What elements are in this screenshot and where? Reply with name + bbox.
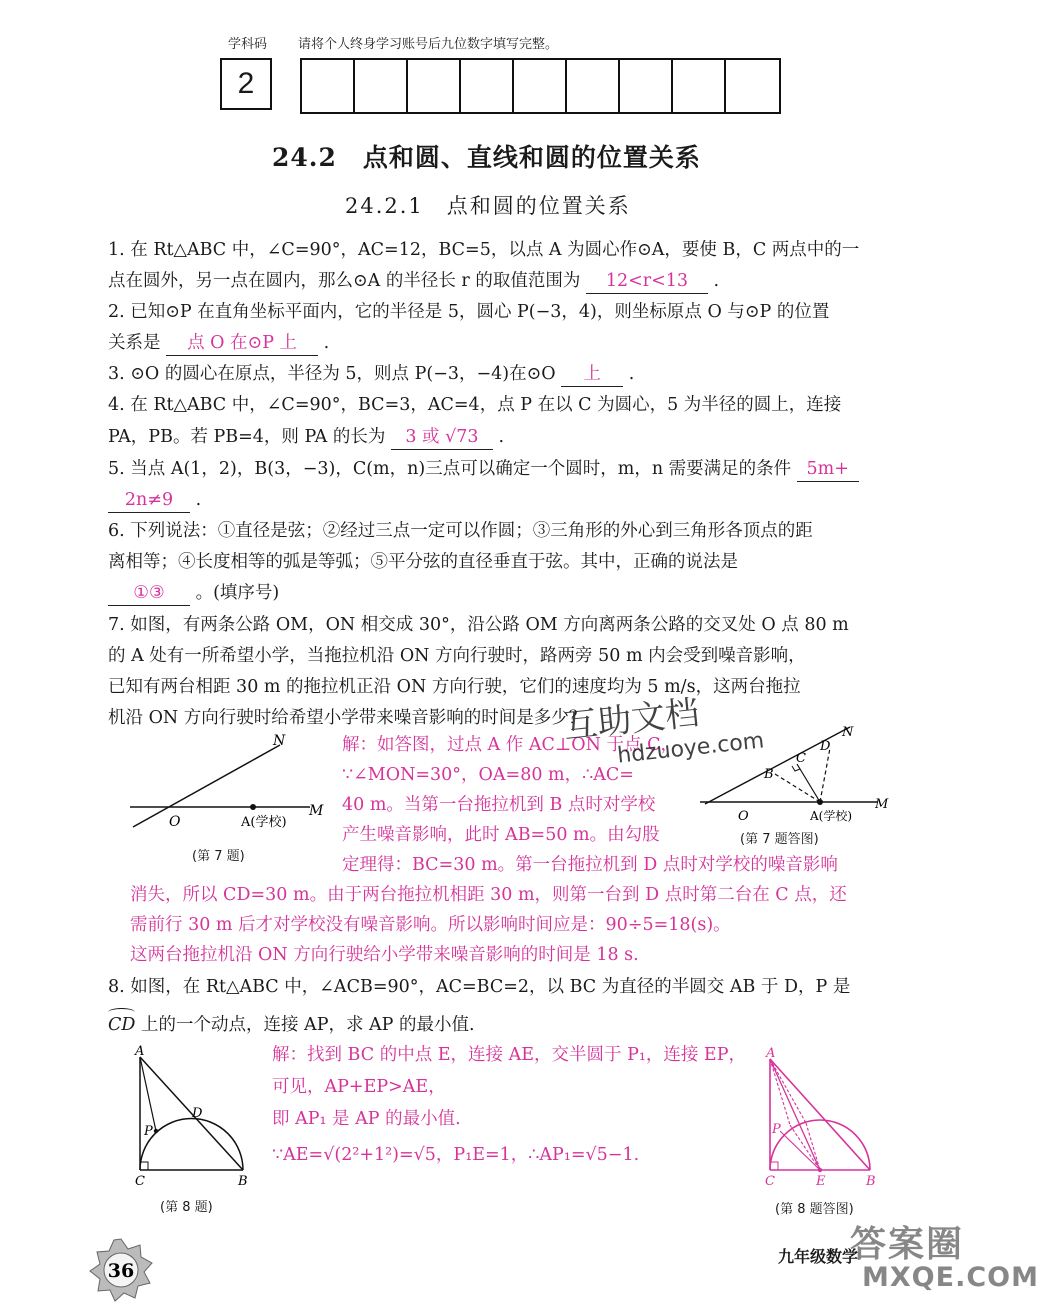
account-digit-boxes[interactable] — [300, 58, 781, 114]
q3-text: 3. ⊙O 的圆心在原点，半径为 5，则点 P(−3，−4)在⊙O — [108, 364, 556, 384]
q7-sol4: 产生噪音影响，此时 AB=50 m。由勾股 — [342, 825, 660, 845]
q8a-label-p: P — [772, 1122, 781, 1137]
q6-line2: 离相等；④长度相等的弧是等弧；⑤平分弦的直径垂直于弦。其中，正确的说法是 — [108, 552, 738, 572]
q8-arc-cd — [108, 1010, 135, 1040]
q7-line1: 7. 如图，有两条公路 OM，ON 相交成 30°，沿公路 OM 方向离两条公路的交叉处 O 点 80 m — [108, 615, 849, 635]
q7-ans-caption: (第 7 题答图) — [740, 832, 819, 847]
q8-label-a: A — [135, 1044, 145, 1059]
q7-sol7: 需前行 30 m 后才对学校没有噪音影响。所以影响时间应是：90÷5=18(s)。 — [130, 915, 731, 935]
q1-text: 点在圆外，另一点在圆内，那么⊙A 的半径长 r 的取值范围为 — [108, 271, 581, 291]
q8-arc-label: CD — [108, 1015, 136, 1035]
arc-mark — [108, 1008, 135, 1017]
account-instruction: 请将个人终身学习账号后九位数字填写完整。 — [298, 36, 559, 51]
digit-cell[interactable] — [408, 60, 461, 112]
q5-answer-part2: 2n≠9 — [108, 488, 190, 513]
q7-fig-caption: (第 7 题) — [192, 849, 245, 864]
digit-cell[interactable] — [620, 60, 673, 112]
q3-line — [108, 359, 634, 389]
q4-end: . — [498, 427, 505, 447]
q8-sol1: 解：找到 BC 的中点 E，连接 AE，交半圆于 P₁，连接 EP， — [272, 1045, 746, 1065]
digit-cell[interactable] — [567, 60, 620, 112]
q4-answer: 3 或 √73 — [391, 425, 493, 450]
q7a-label-o: O — [738, 809, 749, 824]
q8-line1: 8. 如图，在 Rt△ABC 中，∠ACB=90°，AC=BC=2，以 BC 为直径的半圆交 AB 于 D，P 是 — [108, 977, 851, 997]
q7-line3: 已知有两台相距 30 m 的拖拉机正沿 ON 方向行驶，它们的速度均为 5 m/s，这两台拖拉 — [108, 677, 801, 697]
q7-label-n: N — [273, 733, 286, 749]
q4-text: PA，PB。若 PB=4，则 PA 的长为 — [108, 427, 386, 447]
q8-fig-caption: (第 8 题) — [160, 1200, 213, 1215]
q8a-label-c: C — [765, 1174, 775, 1189]
page-number: 36 — [107, 1260, 135, 1282]
subject-code-box: 2 — [220, 58, 272, 110]
page-number-badge-icon — [88, 1237, 154, 1303]
digit-cell[interactable] — [461, 60, 514, 112]
q8-answer-figure — [758, 1045, 888, 1190]
q6-end: 。(填序号) — [195, 583, 280, 603]
q7-label-a: A(学校) — [241, 815, 287, 830]
section-title: 24.2 点和圆、直线和圆的位置关系 — [272, 143, 701, 172]
q8-label-p: P — [144, 1124, 153, 1139]
q7-sol5: 定理得：BC=30 m。第一台拖拉机到 D 点时对学校的噪音影响 — [342, 855, 838, 875]
q8a-label-b: B — [866, 1174, 876, 1189]
q8a-label-a: A — [766, 1046, 776, 1061]
q2-text: 关系是 — [108, 333, 161, 353]
q7-line4: 机沿 ON 方向行驶时给希望小学带来噪音影响的时间是多少？ — [108, 708, 587, 728]
q5-answer-part1: 5m+ — [797, 457, 859, 482]
q7-sol1: 解：如答图，过点 A 作 AC⊥ON 于点 C， — [342, 735, 678, 755]
q6-line1: 6. 下列说法：①直径是弦；②经过三点一定可以作圆；③三角形的外心到三角形各顶点的距 — [108, 521, 813, 541]
digit-cell[interactable] — [355, 60, 408, 112]
q8-label-c: C — [135, 1174, 145, 1189]
q7-sol8: 这两台拖拉机沿 ON 方向行驶给小学带来噪音影响的时间是 18 s. — [130, 945, 639, 965]
q2-end: . — [323, 333, 330, 353]
q8-sol4: ∵AE=√(2²+1²)=√5，P₁E=1，∴AP₁=√5−1. — [272, 1145, 640, 1165]
watermark-title: 互助文档 — [561, 692, 702, 747]
q7a-label-n: N — [842, 725, 854, 740]
q8-line2 — [108, 1010, 475, 1040]
q8-label-b: B — [238, 1174, 248, 1189]
q1-line2 — [108, 266, 719, 296]
q7-figure — [125, 735, 335, 855]
q7-sol6: 消失，所以 CD=30 m。由于两台拖拉机相距 30 m，则第一台到 D 点时第二台在 C 点，还 — [130, 885, 847, 905]
q8-label-d: D — [192, 1106, 203, 1121]
subject-code-label: 学科码 — [228, 36, 268, 51]
q3-answer: 上 — [561, 362, 623, 387]
q7a-label-a: A(学校) — [810, 809, 853, 823]
watermark-url: hdzuoye.com — [616, 728, 766, 769]
q5-text: 5. 当点 A(1，2)，B(3，−3)，C(m，n)三点可以确定一个圆时，m，n 需要满足的条件 — [108, 459, 792, 479]
digit-cell[interactable] — [302, 60, 355, 112]
digit-cell[interactable] — [514, 60, 567, 112]
q2-answer: 点 O 在⊙P 上 — [166, 331, 318, 356]
q7-label-o: O — [169, 814, 181, 830]
q7-sol3: 40 m。当第一台拖拉机到 B 点时对学校 — [342, 795, 656, 815]
subsection-title: 24.2.1 点和圆的位置关系 — [345, 194, 631, 218]
q1-line1: 1. 在 Rt△ABC 中，∠C=90°，AC=12，BC=5，以点 A 为圆心作⊙A，要使 B，C 两点中的一 — [108, 240, 860, 260]
q2-line2 — [108, 328, 329, 358]
q7a-label-b: B — [764, 767, 774, 782]
digit-cell[interactable] — [673, 60, 726, 112]
q5-line2 — [108, 485, 201, 515]
footer-watermark-main: 答案圈 — [850, 1224, 965, 1265]
q8-sol2: 可见，AP+EP>AE， — [272, 1077, 446, 1097]
q5-end: . — [195, 490, 202, 510]
q7-line2: 的 A 处有一所希望小学，当拖拉机沿 ON 方向行驶时，路两旁 50 m 内会受到噪音影响， — [108, 646, 806, 666]
q6-answer: ①③ — [108, 581, 190, 606]
q8-ans-caption: (第 8 题答图) — [775, 1202, 854, 1217]
q4-line2 — [108, 422, 504, 452]
q1-end: . — [713, 271, 720, 291]
grade-label: 九年级数学 — [778, 1247, 859, 1266]
q8a-label-e: E — [816, 1174, 826, 1189]
q8-figure — [128, 1045, 258, 1190]
digit-cell[interactable] — [726, 60, 779, 112]
q3-end: . — [628, 364, 635, 384]
q2-line1: 2. 已知⊙P 在直角坐标平面内，它的半径是 5，圆心 P(−3，4)，则坐标原点 O 与⊙P 的位置 — [108, 302, 830, 322]
q1-answer: 12<r<13 — [586, 269, 708, 294]
q8-text: 上的一个动点，连接 AP，求 AP 的最小值. — [141, 1015, 475, 1035]
q5-line1 — [108, 454, 859, 484]
q8-sol3: 即 AP₁ 是 AP 的最小值. — [272, 1109, 461, 1129]
footer-watermark-url: MXQE.COM — [862, 1262, 1039, 1293]
q7a-label-d: D — [820, 739, 831, 754]
q6-line3 — [108, 578, 279, 608]
q7a-label-m: M — [875, 797, 889, 812]
q4-line1: 4. 在 Rt△ABC 中，∠C=90°，BC=3，AC=4，点 P 在以 C 为圆心，5 为半径的圆上，连接 — [108, 395, 842, 415]
q7a-label-c: C — [796, 751, 806, 766]
q7-label-m: M — [309, 803, 324, 819]
q7-sol2: ∵∠MON=30°，OA=80 m，∴AC= — [342, 765, 634, 785]
